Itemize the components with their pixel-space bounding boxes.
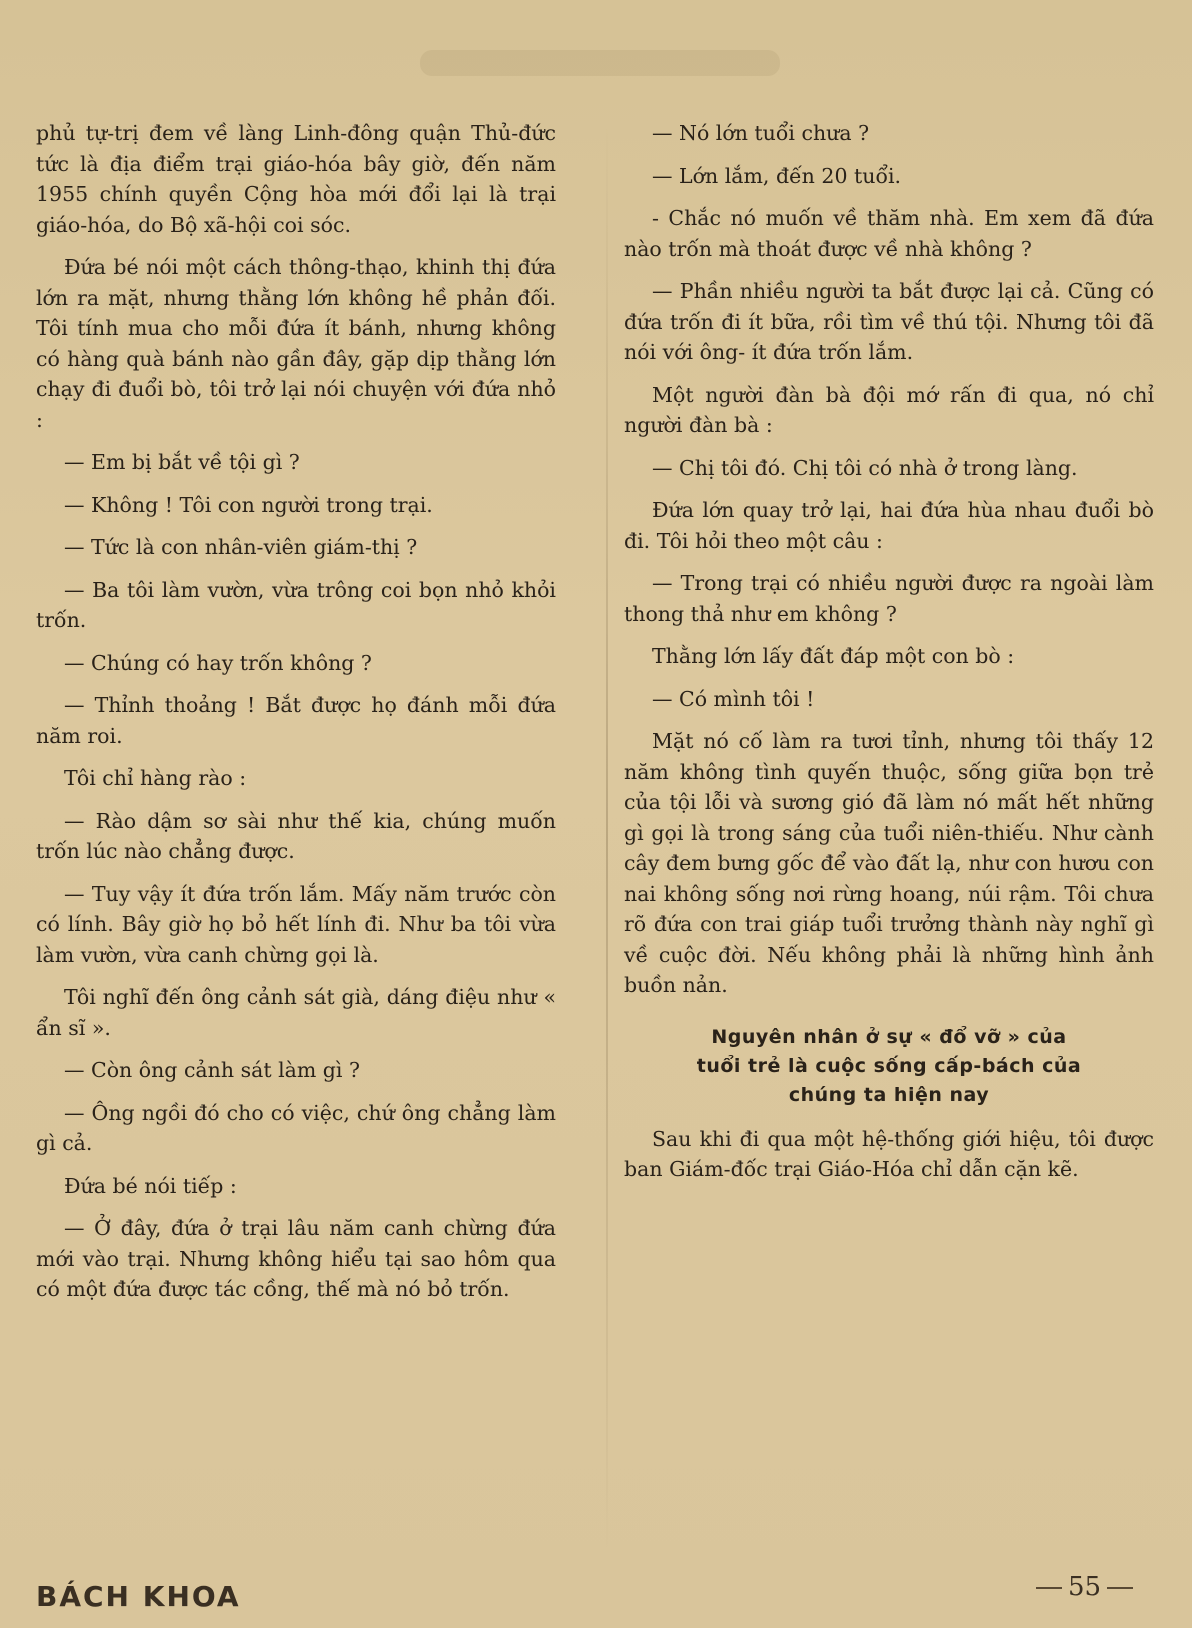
dialogue-line: — Ở đây, đứa ở trại lâu năm canh chừng đứa mới vào trại. Nhưng không hiểu tại sao hôm qua có một đứa được tác cồng, thế mà nó bỏ trốn. — [36, 1216, 556, 1301]
dialogue-line: — Thỉnh thoảng ! Bắt được họ đánh mỗi đứa năm roi. — [36, 693, 556, 748]
magazine-name: BÁCH KHOA — [36, 1580, 241, 1613]
dialogue-line: — Ba tôi làm vườn, vừa trông coi bọn nhỏ khỏi trốn. — [36, 577, 556, 632]
dialogue-line: — Em bị bắt về tội gì ? — [64, 450, 300, 474]
page-header-smudge — [420, 50, 780, 76]
paragraph: Đứa lớn quay trở lại, hai đứa hùa nhau đuổi bò đi. Tôi hỏi theo một câu : — [624, 498, 1154, 553]
paragraph: Tôi nghĩ đến ông cảnh sát già, dáng điệu như « ẩn sĩ ». — [36, 985, 556, 1040]
section-heading-line: chúng ta hiện nay — [788, 1083, 990, 1106]
dialogue-line: — Chị tôi đó. Chị tôi có nhà ở trong làng. — [652, 455, 1078, 480]
section-heading-line: tuổi trẻ là cuộc sống cấp-bách của — [696, 1054, 1082, 1077]
dash-right — [1107, 1587, 1133, 1589]
page-number: 55 — [1068, 1572, 1102, 1602]
paragraph: Mặt nó cố làm ra tươi tỉnh, nhưng tôi thấy 12 năm không tình quyến thuộc, sống giữa bọn trẻ của tội lỗi và sương gió đã làm nó mất hết những gì gọi là trong sáng của tuổi niên-thiếu. Như cành cây đem bưng gốc để vào đất lạ, như con hươu con nai không sống nơi rừng hoang, núi rậm. Tôi chưa rõ đứa con trai giáp tuổi trưởng thành này nghĩ gì về cuộc đời. Nếu không phải là những hình ảnh buồn nản. — [624, 729, 1154, 997]
dialogue-line: - Chắc nó muốn về thăm nhà. Em xem đã đứa nào trốn mà thoát được về nhà không ? — [624, 206, 1154, 261]
dialogue-line: — Tức là con nhân-viên giám-thị ? — [64, 535, 418, 559]
dialogue-line: — Tuy vậy ít đứa trốn lắm. Mấy năm trước còn có lính. Bây giờ họ bỏ hết lính đi. Như ba tôi vừa làm vườn, vừa canh chừng gọi là. — [36, 881, 556, 967]
right-column-bottom-text — [624, 1124, 1154, 1185]
dialogue-line: — Phần nhiều người ta bắt được lại cả. Cũng có đứa trốn đi ít bữa, rồi tìm về thú tội. Nhưng tôi đã nói với ông- ít đứa trốn lắm. — [624, 279, 1154, 364]
left-column — [36, 118, 556, 1317]
section-heading — [624, 1023, 1154, 1110]
paragraph: Sau khi đi qua một hệ-thống giới hiệu, tôi được ban Giám-đốc trại Giáo-Hóa chỉ dẫn cặn kẽ. — [624, 1126, 1154, 1181]
dash-left — [1036, 1587, 1062, 1589]
paragraph: phủ tự-trị đem về làng Linh-đông quận Thủ-đức tức là địa điểm trại giáo-hóa bây giờ, đến năm 1955 chính quyền Cộng hòa mới đổi lại là trại giáo-hóa, do Bộ xã-hội coi sóc. — [36, 121, 556, 237]
dialogue-line: — Nó lớn tuổi chưa ? — [652, 121, 870, 145]
paragraph: Đứa bé nói tiếp : — [64, 1173, 237, 1198]
dialogue-line: — Chúng có hay trốn không ? — [64, 650, 372, 675]
right-column-top-text — [624, 118, 1154, 1001]
dialogue-line: — Còn ông cảnh sát làm gì ? — [64, 1058, 360, 1082]
column-divider — [606, 120, 608, 1560]
dialogue-line: — Có mình tôi ! — [652, 686, 815, 711]
paragraph: Một người đàn bà đội mớ rấn đi qua, nó chỉ người đàn bà : — [624, 382, 1154, 437]
paragraph: Đứa bé nói một cách thông-thạo, khinh thị đứa lớn ra mặt, nhưng thằng lớn không hề phản đối. Tôi tính mua cho mỗi đứa ít bánh, nhưng không có hàng quà bánh nào gần đây, gặp dịp thằng lớn chạy đi đuổi bò, tôi trở lại nói chuyện với đứa nhỏ : — [36, 255, 556, 432]
dialogue-line: — Trong trại có nhiều người được ra ngoài làm thong thả như em không ? — [624, 571, 1154, 626]
dialogue-line: — Rào dậm sơ sài như thế kia, chúng muốn trốn lúc nào chẳng được. — [36, 808, 556, 863]
section-heading-line: Nguyên nhân ở sự « đổ vỡ » của — [711, 1025, 1067, 1048]
dialogue-line: — Ông ngồi đó cho có việc, chứ ông chẳng làm gì cả. — [36, 1100, 556, 1155]
paragraph: Tôi chỉ hàng rào : — [64, 766, 247, 790]
dialogue-line: — Lớn lắm, đến 20 tuổi. — [652, 163, 902, 188]
dialogue-line: — Không ! Tôi con người trong trại. — [64, 492, 433, 517]
paragraph: Thằng lớn lấy đất đáp một con bò : — [652, 644, 1015, 668]
page-number-block — [1030, 1572, 1139, 1602]
right-column — [624, 118, 1154, 1197]
